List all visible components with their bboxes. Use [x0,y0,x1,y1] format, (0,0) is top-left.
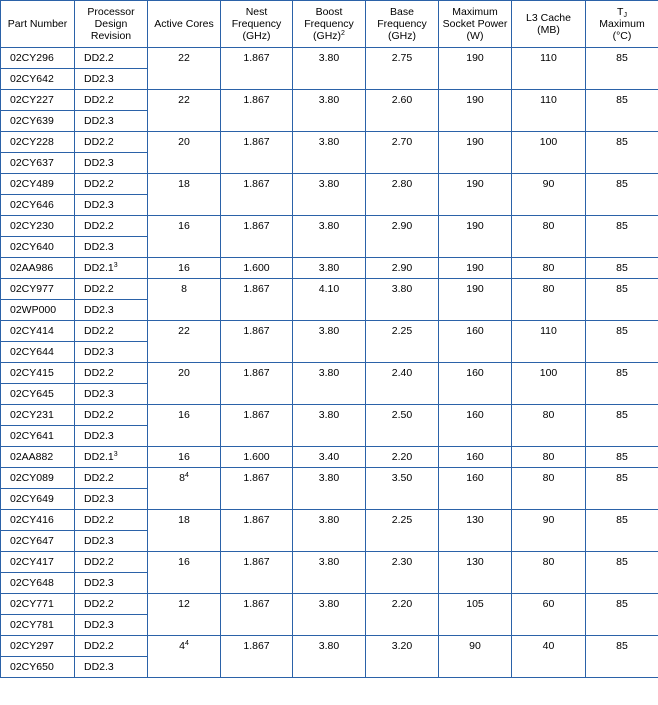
cell-design-revision: DD2.2 [75,594,148,615]
cell-nest-frequency: 1.867 [221,552,293,594]
cell-design-revision: DD2.2 [75,468,148,489]
cell-tj-maximum: 85 [586,279,658,321]
cell-l3-cache: 40 [512,636,586,678]
cell-l3-cache: 110 [512,321,586,363]
table-row [1,174,658,195]
cell-part-number: 02CY415 [1,363,75,384]
table-row [1,132,658,153]
cell-boost-frequency: 3.80 [293,363,366,405]
footnote-marker: 4 [184,640,189,647]
cell-active-cores: $8^4$ [148,468,221,510]
cell-part-number: 02CY297 [1,636,75,657]
cell-base-frequency: 3.20 [366,636,439,678]
cell-part-number: 02CY414 [1,321,75,342]
cell-boost-frequency: 3.80 [293,90,366,132]
cell-max-socket-power: 130 [439,510,512,552]
cell-base-frequency: 2.30 [366,552,439,594]
cell-max-socket-power: 190 [439,48,512,90]
cell-design-revision: DD2.3 [75,573,148,594]
cell-part-number: 02AA882 [1,447,75,468]
cell-l3-cache: 60 [512,594,586,636]
cell-boost-frequency: 3.80 [293,405,366,447]
cell-nest-frequency: 1.867 [221,363,293,405]
header-part-number: Part Number [1,1,75,48]
cell-tj-maximum: 85 [586,321,658,363]
cell-max-socket-power: 190 [439,216,512,258]
cell-boost-frequency: 3.80 [293,216,366,258]
cell-design-revision: DD2.3 [75,300,148,321]
cell-design-revision: DD2.2 [75,405,148,426]
cell-active-cores: 18 [148,510,221,552]
cell-tj-maximum: 85 [586,552,658,594]
cell-l3-cache: 80 [512,468,586,510]
cell-active-cores: 16 [148,216,221,258]
cell-l3-cache: 90 [512,174,586,216]
cell-part-number: 02CY417 [1,552,75,573]
cell-nest-frequency: 1.867 [221,321,293,363]
cell-active-cores: 20 [148,363,221,405]
table-row [1,510,658,531]
header-row [1,1,658,48]
cell-design-revision: DD2.3 [75,426,148,447]
cell-boost-frequency: 3.80 [293,48,366,90]
cell-design-revision: DD2.2 [75,321,148,342]
cell-max-socket-power: 190 [439,279,512,321]
cell-base-frequency: 3.50 [366,468,439,510]
cell-base-frequency: 2.75 [366,48,439,90]
cell-part-number: 02CY977 [1,279,75,300]
cell-part-number: 02CY640 [1,237,75,258]
cell-boost-frequency: 3.80 [293,636,366,678]
cell-nest-frequency: 1.867 [221,174,293,216]
cell-part-number: 02CY296 [1,48,75,69]
cell-base-frequency: 2.25 [366,321,439,363]
cell-base-frequency: 2.20 [366,447,439,468]
cell-part-number: 02WP000 [1,300,75,321]
header-max-socket-power: Maximum Socket Power (W) [439,1,512,48]
cell-nest-frequency: 1.867 [221,132,293,174]
cell-l3-cache: 90 [512,510,586,552]
cell-part-number: 02CY228 [1,132,75,153]
cell-design-revision: DD2.2 [75,363,148,384]
cell-part-number: 02CY639 [1,111,75,132]
cell-l3-cache: 100 [512,132,586,174]
cell-nest-frequency: 1.600 [221,447,293,468]
cell-max-socket-power: 190 [439,258,512,279]
footnote-marker: 3 [113,451,118,458]
cell-l3-cache: 80 [512,447,586,468]
cell-design-revision: DD2.3 [75,657,148,678]
cell-tj-maximum: 85 [586,48,658,90]
cell-design-revision: DD2.2 [75,636,148,657]
cell-nest-frequency: 1.867 [221,594,293,636]
cell-part-number: 02CY231 [1,405,75,426]
cell-design-revision: DD2.2 [75,174,148,195]
cell-part-number: 02CY646 [1,195,75,216]
cell-base-frequency: 2.80 [366,174,439,216]
cell-part-number: 02CY227 [1,90,75,111]
cell-active-cores: 20 [148,132,221,174]
cell-active-cores: 18 [148,174,221,216]
cell-base-frequency: 2.90 [366,216,439,258]
cell-tj-maximum: 85 [586,405,658,447]
cell-l3-cache: 80 [512,552,586,594]
cell-part-number: 02CY489 [1,174,75,195]
footnote-marker: 2 [341,30,345,37]
cell-l3-cache: 80 [512,279,586,321]
cell-boost-frequency: 3.80 [293,132,366,174]
table-row [1,405,658,426]
cell-l3-cache: 80 [512,216,586,258]
cell-active-cores: 16 [148,552,221,594]
cell-tj-maximum: 85 [586,216,658,258]
cell-nest-frequency: 1.867 [221,216,293,258]
cell-boost-frequency: 3.80 [293,552,366,594]
cell-design-revision: DD2.3 [75,489,148,510]
cell-max-socket-power: 160 [439,405,512,447]
cell-part-number: 02CY771 [1,594,75,615]
table-row [1,48,658,69]
cell-design-revision: DD2.2 [75,279,148,300]
cell-max-socket-power: 190 [439,174,512,216]
cell-part-number: 02CY416 [1,510,75,531]
cell-max-socket-power: 90 [439,636,512,678]
cell-design-revision: DD2.2 [75,510,148,531]
cell-active-cores: $4^4$ [148,636,221,678]
cell-tj-maximum: 85 [586,363,658,405]
cell-tj-maximum: 85 [586,594,658,636]
cell-l3-cache: 80 [512,258,586,279]
cell-design-revision: DD2.3 [75,69,148,90]
cell-part-number: 02CY781 [1,615,75,636]
header-design-revision: Processor Design Revision [75,1,148,48]
cell-nest-frequency: 1.867 [221,510,293,552]
cell-base-frequency: 2.25 [366,510,439,552]
cell-boost-frequency: 3.80 [293,321,366,363]
cell-boost-frequency: 3.80 [293,510,366,552]
cell-part-number: 02CY650 [1,657,75,678]
table-row [1,594,658,615]
header-l3-cache: L3 Cache (MB) [512,1,586,48]
cell-design-revision: DD2.2 [75,132,148,153]
cell-nest-frequency: 1.867 [221,48,293,90]
cell-design-revision: $DD2.1^3$ [75,447,148,468]
cell-active-cores: 16 [148,447,221,468]
cell-part-number: 02CY641 [1,426,75,447]
cell-design-revision: DD2.3 [75,342,148,363]
cell-part-number: 02CY637 [1,153,75,174]
cell-boost-frequency: 3.80 [293,258,366,279]
footnote-marker: 3 [113,262,118,269]
cell-base-frequency: 2.50 [366,405,439,447]
cell-tj-maximum: 85 [586,174,658,216]
cell-part-number: 02CY649 [1,489,75,510]
header-active-cores: Active Cores [148,1,221,48]
cell-tj-maximum: 85 [586,636,658,678]
cell-design-revision: DD2.3 [75,195,148,216]
cell-boost-frequency: 3.40 [293,447,366,468]
cell-design-revision: DD2.3 [75,237,148,258]
cell-base-frequency: 2.20 [366,594,439,636]
cell-base-frequency: 2.70 [366,132,439,174]
cell-design-revision: DD2.2 [75,48,148,69]
cell-part-number: 02CY642 [1,69,75,90]
header-base-frequency: Base Frequency (GHz) [366,1,439,48]
cell-nest-frequency: 1.600 [221,258,293,279]
cell-nest-frequency: 1.867 [221,90,293,132]
cell-boost-frequency: 3.80 [293,468,366,510]
cell-boost-frequency: 3.80 [293,594,366,636]
cell-part-number: 02CY648 [1,573,75,594]
cell-active-cores: 16 [148,258,221,279]
table-row [1,447,658,468]
table-row [1,258,658,279]
cell-active-cores: 12 [148,594,221,636]
header-tj-maximum: $T_J$ Maximum (°C) [586,1,658,48]
cell-part-number: 02CY645 [1,384,75,405]
table-row [1,321,658,342]
cell-nest-frequency: 1.867 [221,279,293,321]
header-boost-frequency: Boost Frequency (GHz)$^2$ [293,1,366,48]
cell-tj-maximum: 85 [586,90,658,132]
cell-base-frequency: 2.60 [366,90,439,132]
cell-part-number: 02AA986 [1,258,75,279]
cell-part-number: 02CY647 [1,531,75,552]
cell-design-revision: DD2.3 [75,111,148,132]
cell-tj-maximum: 85 [586,258,658,279]
cell-tj-maximum: 85 [586,447,658,468]
cell-nest-frequency: 1.867 [221,468,293,510]
cell-l3-cache: 100 [512,363,586,405]
footnote-marker: 4 [184,472,189,479]
cell-base-frequency: 2.40 [366,363,439,405]
cell-base-frequency: 2.90 [366,258,439,279]
table-row [1,636,658,657]
header-nest-frequency: Nest Frequency (GHz) [221,1,293,48]
cell-active-cores: 22 [148,48,221,90]
cell-design-revision: DD2.3 [75,531,148,552]
cell-max-socket-power: 105 [439,594,512,636]
cell-part-number: 02CY644 [1,342,75,363]
cell-active-cores: 16 [148,405,221,447]
table-row [1,552,658,573]
cell-max-socket-power: 160 [439,468,512,510]
cell-nest-frequency: 1.867 [221,636,293,678]
cell-design-revision: DD2.3 [75,384,148,405]
table-row [1,216,658,237]
cell-design-revision: $DD2.1^3$ [75,258,148,279]
table-row [1,279,658,300]
cell-design-revision: DD2.2 [75,90,148,111]
table-row [1,363,658,384]
cell-boost-frequency: 3.80 [293,174,366,216]
cell-tj-maximum: 85 [586,510,658,552]
table-row [1,468,658,489]
cell-active-cores: 22 [148,321,221,363]
cell-boost-frequency: 4.10 [293,279,366,321]
cell-design-revision: DD2.3 [75,153,148,174]
cell-l3-cache: 110 [512,90,586,132]
cell-design-revision: DD2.3 [75,615,148,636]
cell-max-socket-power: 160 [439,321,512,363]
cell-nest-frequency: 1.867 [221,405,293,447]
cell-active-cores: 22 [148,90,221,132]
table-header [1,1,658,48]
cell-max-socket-power: 160 [439,363,512,405]
cell-part-number: 02CY230 [1,216,75,237]
cell-l3-cache: 110 [512,48,586,90]
cell-max-socket-power: 190 [439,132,512,174]
cell-active-cores: 8 [148,279,221,321]
cell-base-frequency: 3.80 [366,279,439,321]
cell-max-socket-power: 160 [439,447,512,468]
cell-design-revision: DD2.2 [75,552,148,573]
cell-part-number: 02CY089 [1,468,75,489]
cell-design-revision: DD2.2 [75,216,148,237]
table-body [1,48,658,678]
cell-max-socket-power: 130 [439,552,512,594]
cell-tj-maximum: 85 [586,132,658,174]
cell-l3-cache: 80 [512,405,586,447]
cell-max-socket-power: 190 [439,90,512,132]
table-row [1,90,658,111]
cell-tj-maximum: 85 [586,468,658,510]
